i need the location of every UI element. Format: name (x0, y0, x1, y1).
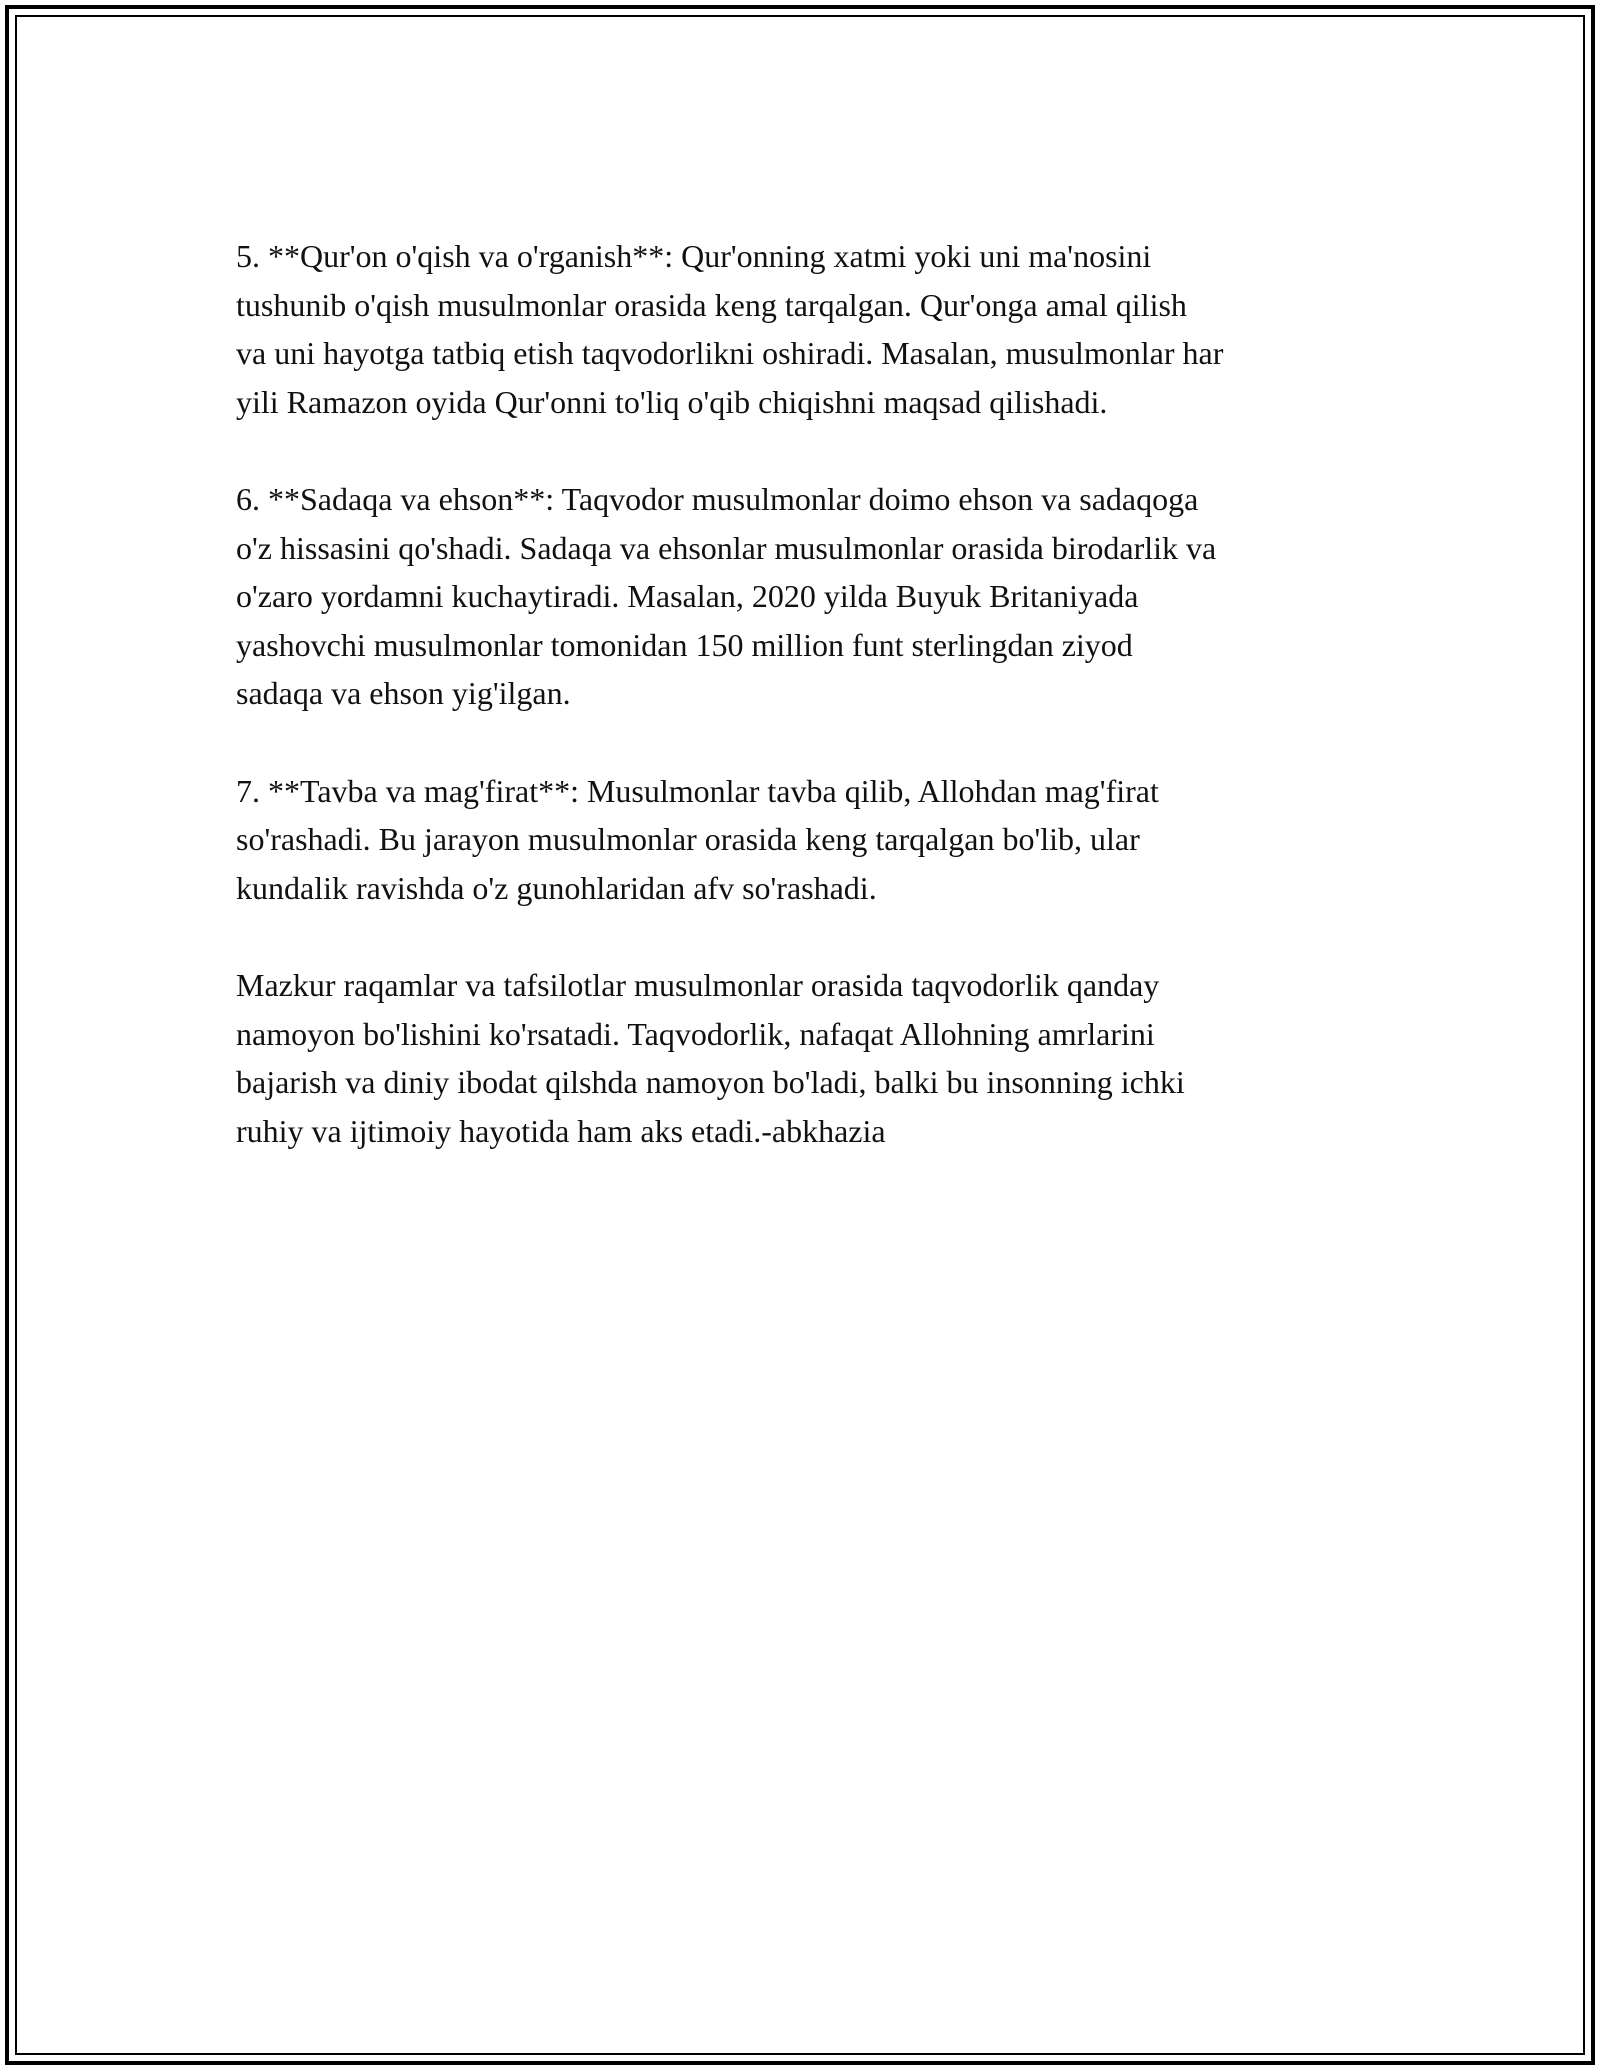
text-line: va uni hayotga tatbiq etish taqvodorlikni oshiradi. Masalan, musulmonlar har (236, 335, 1224, 371)
text-line: o'z hissasini qo'shadi. Sadaqa va ehsonlar musulmonlar orasida birodarlik va (236, 529, 1217, 566)
text-line: ruhiy va ijtimoiy hayotida ham aks etadi.-abkhazia (236, 1112, 886, 1149)
text-line: 6. **Sadaqa va ehson**: Taqvodor musulmonlar doimo ehson va sadaqoga (236, 481, 1199, 517)
text-line: sadaqa va ehson yig'ilgan. (236, 675, 571, 711)
paragraph-charity (236, 475, 1386, 718)
paragraph-quran-reading (236, 232, 1386, 426)
text-line: yili Ramazon oyida Qur'onni to'liq o'qib chiqishni maqsad qilishadi. (236, 383, 1108, 420)
text-line: o'zaro yordamni kuchaytiradi. Masalan, 2020 yilda Buyuk Britaniyada (236, 578, 1139, 614)
text-line: bajarish va diniy ibodat qilshda namoyon bo'ladi, balki bu insonning ichki (236, 1064, 1185, 1100)
text-line: tushunib o'qish musulmonlar orasida keng tarqalgan. Qur'onga amal qilish (236, 286, 1187, 323)
text-line: 5. **Qur'on o'qish va o'rganish**: Qur'onning xatmi yoki uni ma'nosini (236, 238, 1152, 274)
text-line: Mazkur raqamlar va tafsilotlar musulmonlar orasida taqvodorlik qanday (236, 967, 1160, 1003)
text-line: kundalik ravishda o'z gunohlaridan afv so'rashadi. (236, 869, 877, 906)
text-line: yashovchi musulmonlar tomonidan 150 million funt sterlingdan ziyod (236, 626, 1133, 663)
paragraph-repentance (236, 767, 1386, 913)
text-line: 7. **Tavba va mag'firat**: Musulmonlar tavba qilib, Allohdan mag'firat (236, 772, 1159, 809)
text-line: so'rashadi. Bu jarayon musulmonlar orasida keng tarqalgan bo'lib, ular (236, 821, 1140, 857)
document-body (236, 232, 1386, 1204)
text-line: namoyon bo'lishini ko'rsatadi. Taqvodorlik, nafaqat Allohning amrlarini (236, 1015, 1155, 1052)
paragraph-conclusion (236, 961, 1386, 1155)
